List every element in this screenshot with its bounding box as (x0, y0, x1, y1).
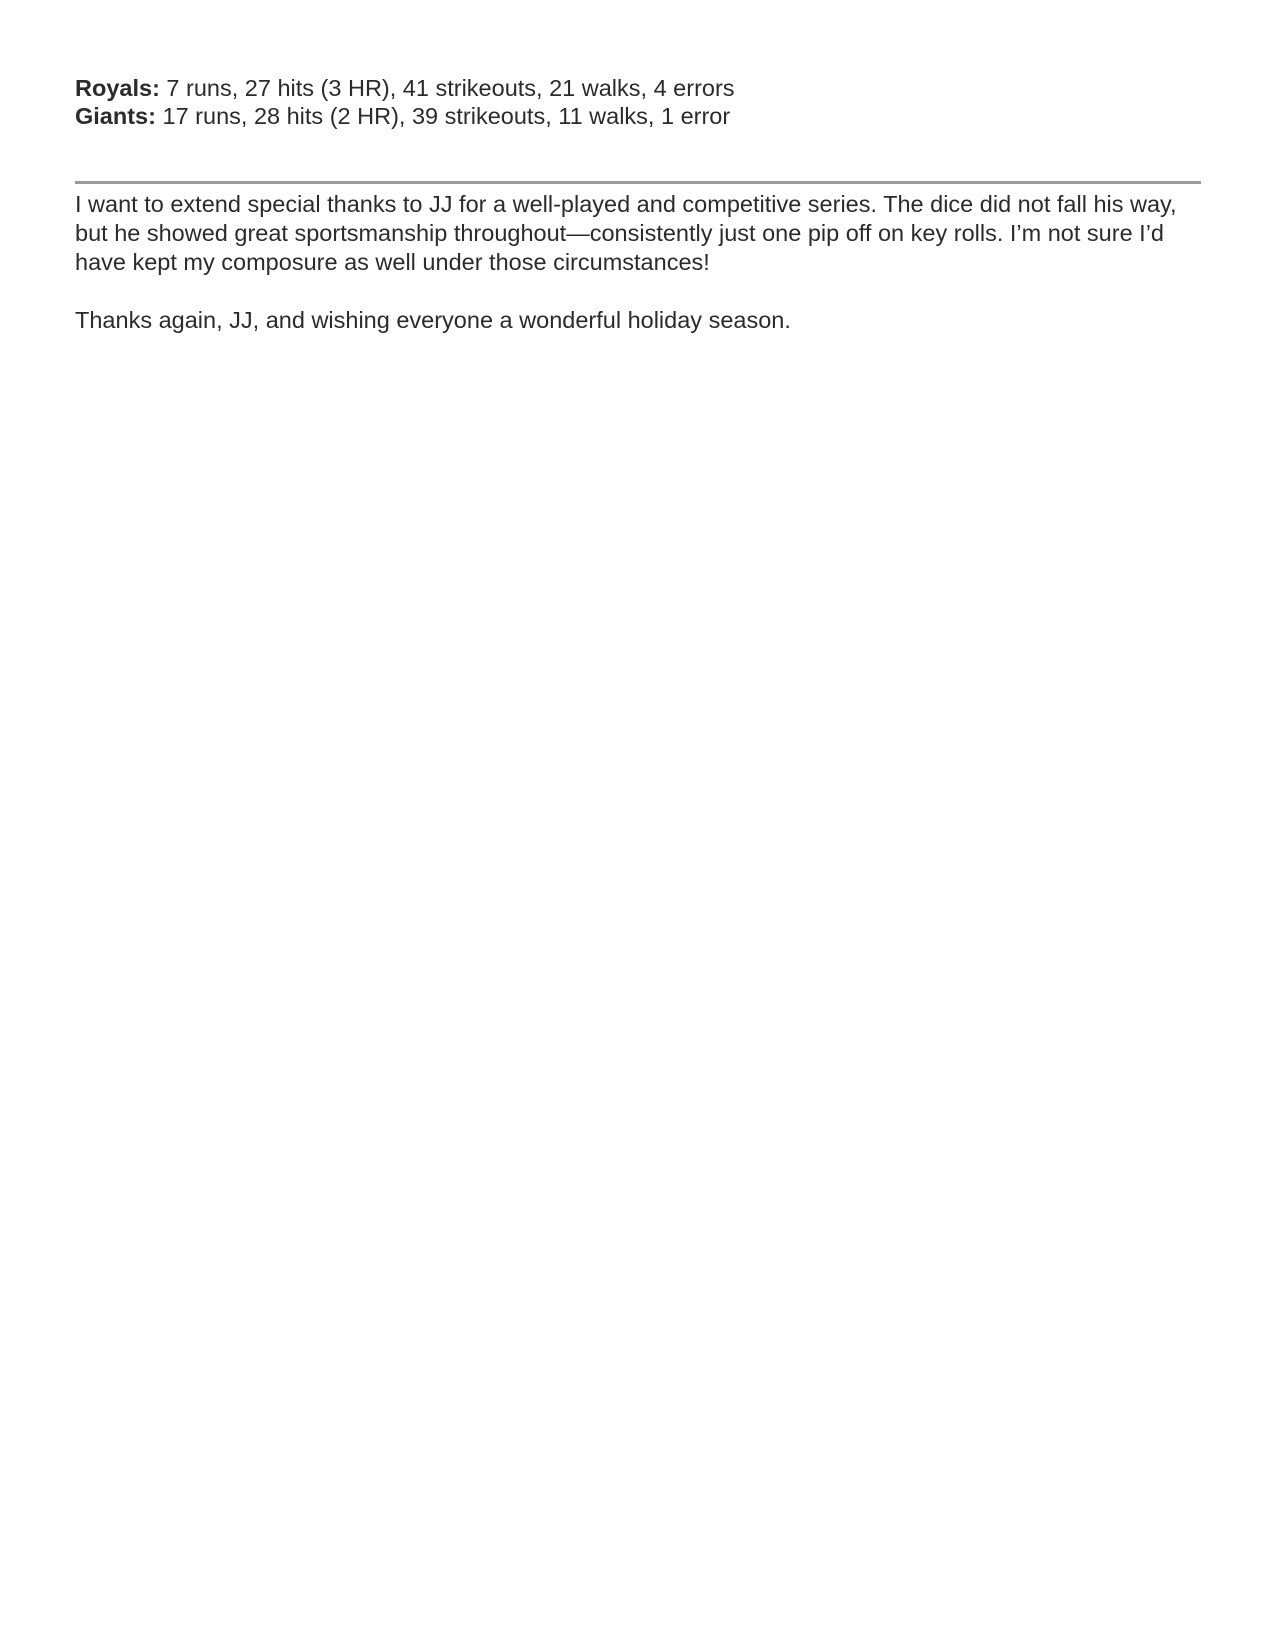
team-name-royals: Royals: (75, 75, 160, 101)
horizontal-divider (75, 181, 1201, 184)
series-stats (75, 74, 1200, 130)
royals-stat-line (75, 74, 1200, 102)
message-paragraph-closing: Thanks again, JJ, and wishing everyone a wonderful holiday season. (75, 307, 791, 333)
royals-stat-summary: 7 runs, 27 hits (3 HR), 41 strikeouts, 21 walks, 4 errors (166, 75, 735, 101)
message-paragraph-thanks: I want to extend special thanks to JJ for a well-played and competitive series. The dice did not fall his way, but he showed great sportsmanship throughout—consistently just one pip off on key rolls. I’m not sure I’d have kept my composure as well under those circumstances! (75, 191, 1177, 275)
giants-stat-line (75, 102, 1200, 130)
thank-you-message (75, 190, 1210, 335)
giants-stat-summary: 17 runs, 28 hits (2 HR), 39 strikeouts, 11 walks, 1 error (162, 103, 731, 129)
team-name-giants: Giants: (75, 103, 156, 129)
